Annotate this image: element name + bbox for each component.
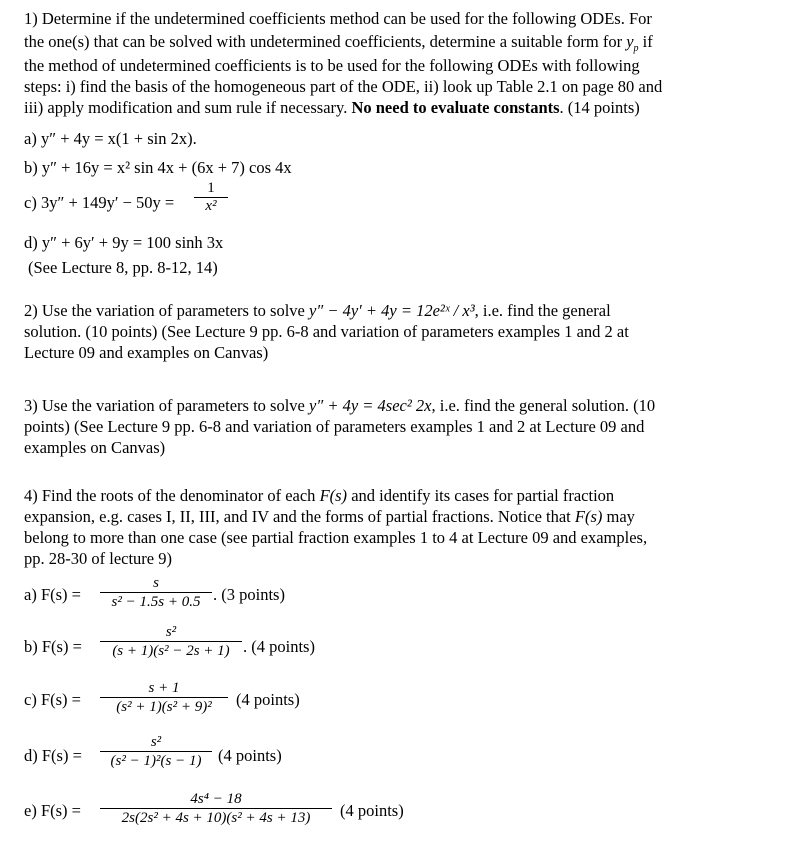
q4-line-1: 4) Find the roots of the denominator of each F(s) and identify its cases for partial fraction	[24, 486, 615, 505]
no-need-bold: No need to evaluate constants	[351, 98, 560, 117]
q4-item-d-fraction	[100, 734, 212, 769]
q4-b-numerator: s²	[165, 624, 177, 640]
q4-e-denominator: 2s(2s² + 4s + 10)(s² + 4s + 13)	[121, 810, 311, 826]
question-3	[24, 395, 764, 458]
q1-item-b: b) y″ + 16y = x² sin 4x + (6x + 7) cos 4x	[24, 158, 292, 177]
q4-d-numerator: s²	[150, 734, 162, 750]
q1-line-2-end: if	[638, 32, 653, 51]
q4-item-c-fraction	[100, 680, 228, 715]
q2-line-1: 2) Use the variation of parameters to solve y″ − 4y′ + 4y = 12e²ˣ / x³, i.e. find the general	[24, 301, 611, 320]
question-1-intro	[24, 8, 764, 118]
q4-item-a-points: . (3 points)	[213, 585, 285, 604]
q1-line-2	[24, 31, 764, 52]
q1-line-1: 1) Determine if the undetermined coefficients method can be used for the following ODEs. For	[24, 9, 652, 28]
q4-c-denominator: (s² + 1)(s² + 9)²	[116, 699, 212, 715]
q4-item-b-fraction	[100, 624, 242, 659]
q4-item-e-label: e) F(s) =	[24, 801, 81, 820]
q1-line-4: steps: i) find the basis of the homogeneous part of the ODE, ii) look up Table 2.1 on page 80 and	[24, 77, 663, 96]
q3-equation: y″ + 4y = 4sec² 2x	[309, 396, 432, 415]
q4-a-denominator: s² − 1.5s + 0.5	[111, 594, 201, 610]
q1-item-d: d) y″ + 6y′ + 9y = 100 sinh 3x	[24, 233, 224, 252]
q1-c-denominator: x²	[205, 198, 217, 214]
q1-line-3: the method of undetermined coefficients is to be used for the following ODEs with following	[24, 56, 640, 75]
q1-item-c-fraction	[194, 181, 228, 214]
q3-line-2: points) (See Lecture 9 pp. 6-8 and variation of parameters examples 1 and 2 at Lecture 09 and	[24, 417, 645, 436]
q3-line-3: examples on Canvas)	[24, 438, 166, 457]
q4-d-denominator: (s² − 1)²(s − 1)	[110, 753, 202, 769]
q1-item-c	[24, 192, 174, 213]
q4-item-b-points: . (4 points)	[243, 637, 315, 656]
q4-item-e-points: (4 points)	[340, 801, 404, 820]
q2-line-3: Lecture 09 and examples on Canvas)	[24, 343, 269, 362]
q4-item-e-fraction	[100, 791, 332, 826]
q4-c-numerator: s + 1	[148, 680, 180, 696]
q2-line-2: solution. (10 points) (See Lecture 9 pp. 6-8 and variation of parameters examples 1 and 2 at	[24, 322, 629, 341]
q4-a-numerator: s	[153, 575, 159, 591]
q4-line-2: expansion, e.g. cases I, II, III, and IV and the forms of partial fractions. Notice that F(s) may	[24, 507, 635, 526]
q1-line-5: iii) apply modification and sum rule if necessary. No need to evaluate constants. (14 points)	[24, 98, 640, 117]
q1-item-c-label: c) 3y″ + 149y′ − 50y =	[24, 193, 175, 212]
q4-item-a-fraction	[100, 575, 212, 610]
q4-line-4: pp. 28-30 of lecture 9)	[24, 549, 172, 568]
q1-line-2-text: the one(s) that can be solved with undetermined coefficients, determine a suitable form for	[24, 32, 627, 51]
q4-item-a-label: a) F(s) =	[24, 585, 81, 604]
q4-item-b-label: b) F(s) =	[24, 637, 82, 656]
q4-item-c-points: (4 points)	[236, 690, 300, 709]
q2-equation: y″ − 4y′ + 4y = 12e²ˣ / x³	[309, 301, 475, 320]
q3-line-1: 3) Use the variation of parameters to solve y″ + 4y = 4sec² 2x, i.e. find the general solution. (10	[24, 396, 656, 415]
q1-c-numerator: 1	[207, 180, 215, 196]
yp-symbol: $y_p$	[626, 32, 639, 54]
question-2	[24, 300, 764, 363]
q4-e-numerator: 4s⁴ − 18	[190, 791, 242, 807]
q4-item-c-label: c) F(s) =	[24, 690, 81, 709]
question-4	[24, 485, 764, 569]
q1-item-a: a) y″ + 4y = x(1 + sin 2x).	[24, 129, 197, 148]
q4-b-denominator: (s + 1)(s² − 2s + 1)	[112, 643, 230, 659]
q4-item-d-points: (4 points)	[218, 746, 282, 765]
q1-reference: (See Lecture 8, pp. 8-12, 14)	[28, 258, 218, 277]
q4-line-3: belong to more than one case (see partial fraction examples 1 to 4 at Lecture 09 and examples,	[24, 528, 648, 547]
q4-item-d-label: d) F(s) =	[24, 746, 82, 765]
